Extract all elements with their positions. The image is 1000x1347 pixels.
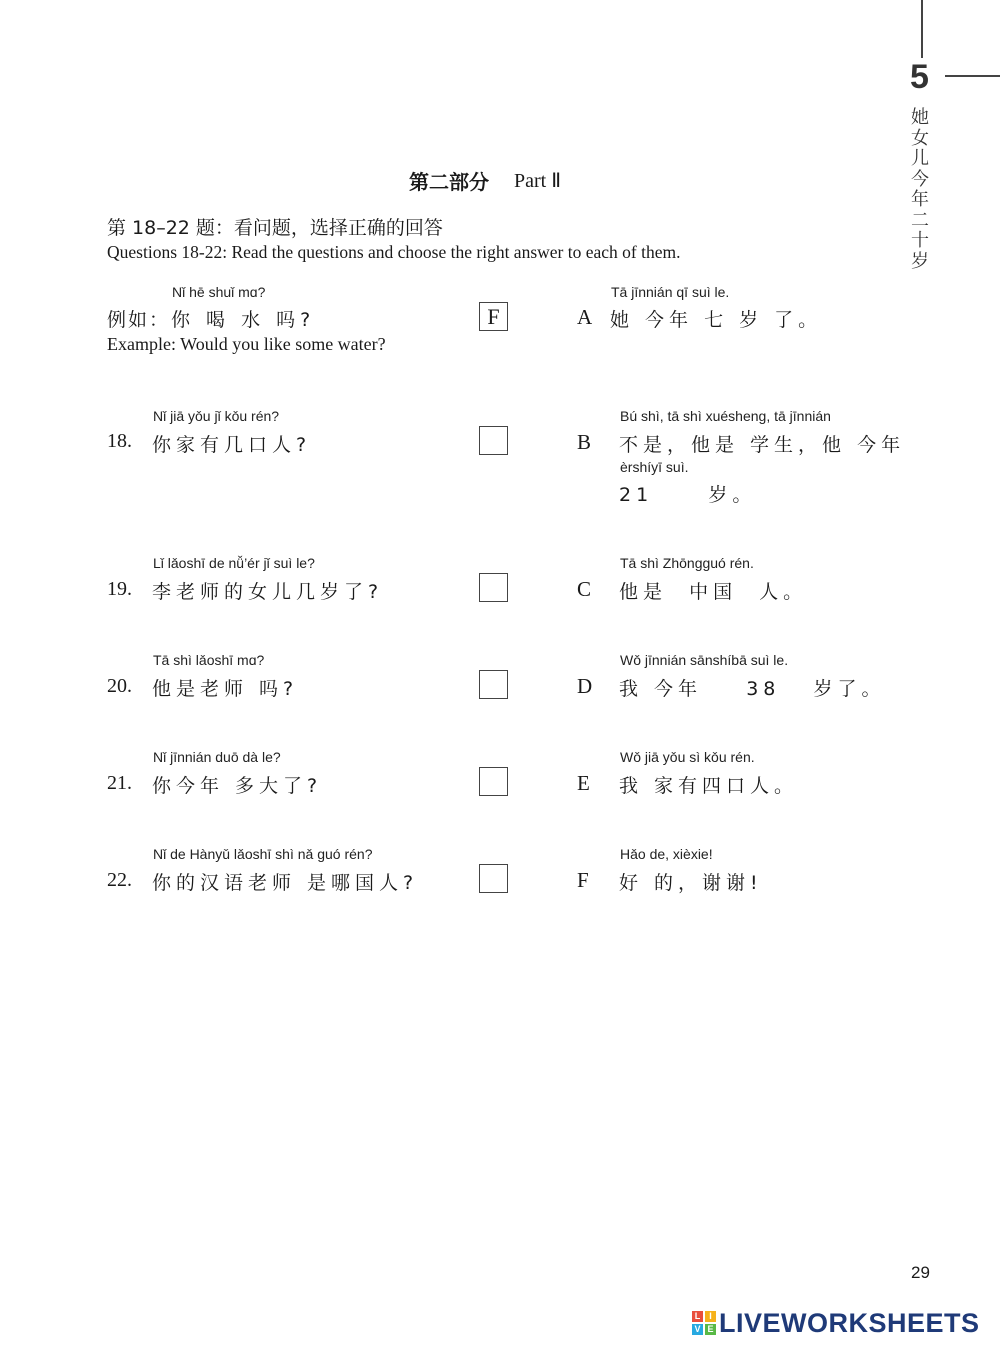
- option-d-chinese: 我 今年 38 岁了。: [619, 678, 886, 700]
- option-c-letter: C: [577, 577, 592, 601]
- instruction-english: Questions 18-22: Read the questions and choose the right answer to each of them.: [107, 242, 681, 262]
- example-answer-box: F: [479, 302, 508, 331]
- option-b-letter: B: [577, 430, 592, 454]
- sidebar-divider-horizontal: [945, 75, 1000, 77]
- question-20-pinyin: Tā shì lǎoshī mɑ?: [153, 652, 265, 668]
- question-21-number: 21.: [107, 772, 132, 794]
- option-c-chinese: 他是 中国 人。: [619, 581, 808, 603]
- option-a-letter: A: [577, 305, 593, 329]
- option-f-letter: F: [577, 868, 589, 892]
- example-prefix: 例如：: [107, 309, 171, 331]
- question-21-answer-box[interactable]: [479, 767, 508, 796]
- question-19-pinyin: Lǐ lǎoshī de nǚ’ér jǐ suì le?: [153, 555, 315, 571]
- option-d-letter: D: [577, 674, 593, 698]
- option-e-chinese: 我 家有四口人。: [619, 775, 799, 797]
- question-18-answer-box[interactable]: [479, 426, 508, 455]
- option-b-chinese-line2: 21 岁。: [619, 484, 757, 506]
- question-19-number: 19.: [107, 578, 132, 600]
- question-22-chinese: 你的汉语老师 是哪国人?: [152, 872, 419, 894]
- question-18-chinese: 你家有几口人?: [152, 434, 312, 456]
- sidebar-divider-vertical: [921, 0, 923, 58]
- liveworksheets-logo[interactable]: [692, 1306, 980, 1340]
- instruction-chinese: 第 18–22 题：看问题，选择正确的回答: [107, 217, 443, 239]
- example-pinyin: Nǐ hē shuǐ mɑ?: [172, 284, 266, 300]
- question-18-number: 18.: [107, 430, 132, 452]
- lesson-title: 她女儿今年二十岁: [911, 107, 929, 272]
- question-18-pinyin: Nǐ jiā yǒu jǐ kǒu rén?: [153, 408, 280, 424]
- option-b-pinyin: Bú shì, tā shì xuésheng, tā jīnnián: [620, 408, 831, 424]
- question-19-chinese: 李老师的女儿几岁了?: [152, 581, 384, 603]
- option-f-pinyin: Hǎo de, xièxie!: [620, 846, 713, 862]
- option-a-chinese: 她 今年 七 岁 了。: [610, 309, 823, 331]
- question-22-number: 22.: [107, 869, 132, 891]
- liveworksheets-logo-icon: [692, 1311, 716, 1335]
- liveworksheets-logo-text: LIVEWORKSHEETS: [719, 1307, 980, 1338]
- example-chinese: 你 喝 水 吗?: [171, 309, 316, 331]
- question-20-chinese: 他是老师 吗?: [152, 678, 299, 700]
- example-english: Example: Would you like some water?: [107, 334, 386, 354]
- question-19-answer-box[interactable]: [479, 573, 508, 602]
- question-22-pinyin: Nǐ de Hànyǔ lǎoshī shì nǎ guó rén?: [153, 846, 373, 862]
- option-c-pinyin: Tā shì Zhōngguó rén.: [620, 555, 754, 571]
- option-e-pinyin: Wǒ jiā yǒu sì kǒu rén.: [620, 749, 755, 765]
- page-number: 29: [911, 1263, 930, 1282]
- option-a-pinyin: Tā jīnnián qī suì le.: [611, 284, 730, 300]
- option-b-pinyin-line2: èrshíyī suì.: [620, 459, 689, 475]
- logo-tile-i: I: [705, 1311, 716, 1322]
- question-20-answer-box[interactable]: [479, 670, 508, 699]
- lesson-number: 5: [910, 58, 929, 96]
- option-d-pinyin: Wǒ jīnnián sānshíbā suì le.: [620, 652, 789, 668]
- logo-tile-v: V: [692, 1324, 703, 1335]
- logo-tile-l: L: [692, 1311, 703, 1322]
- option-b-chinese: 不是，他是 学生，他 今年: [619, 434, 906, 456]
- option-f-chinese: 好 的，谢谢!: [619, 872, 763, 894]
- logo-tile-e: E: [705, 1324, 716, 1335]
- option-e-letter: E: [577, 771, 590, 795]
- section-title: 第二部分: [409, 170, 489, 194]
- question-21-pinyin: Nǐ jīnnián duō dà le?: [153, 749, 281, 765]
- question-21-chinese: 你今年 多大了?: [152, 775, 323, 797]
- section-part: Part Ⅱ: [514, 170, 562, 192]
- question-20-number: 20.: [107, 675, 132, 697]
- question-22-answer-box[interactable]: [479, 864, 508, 893]
